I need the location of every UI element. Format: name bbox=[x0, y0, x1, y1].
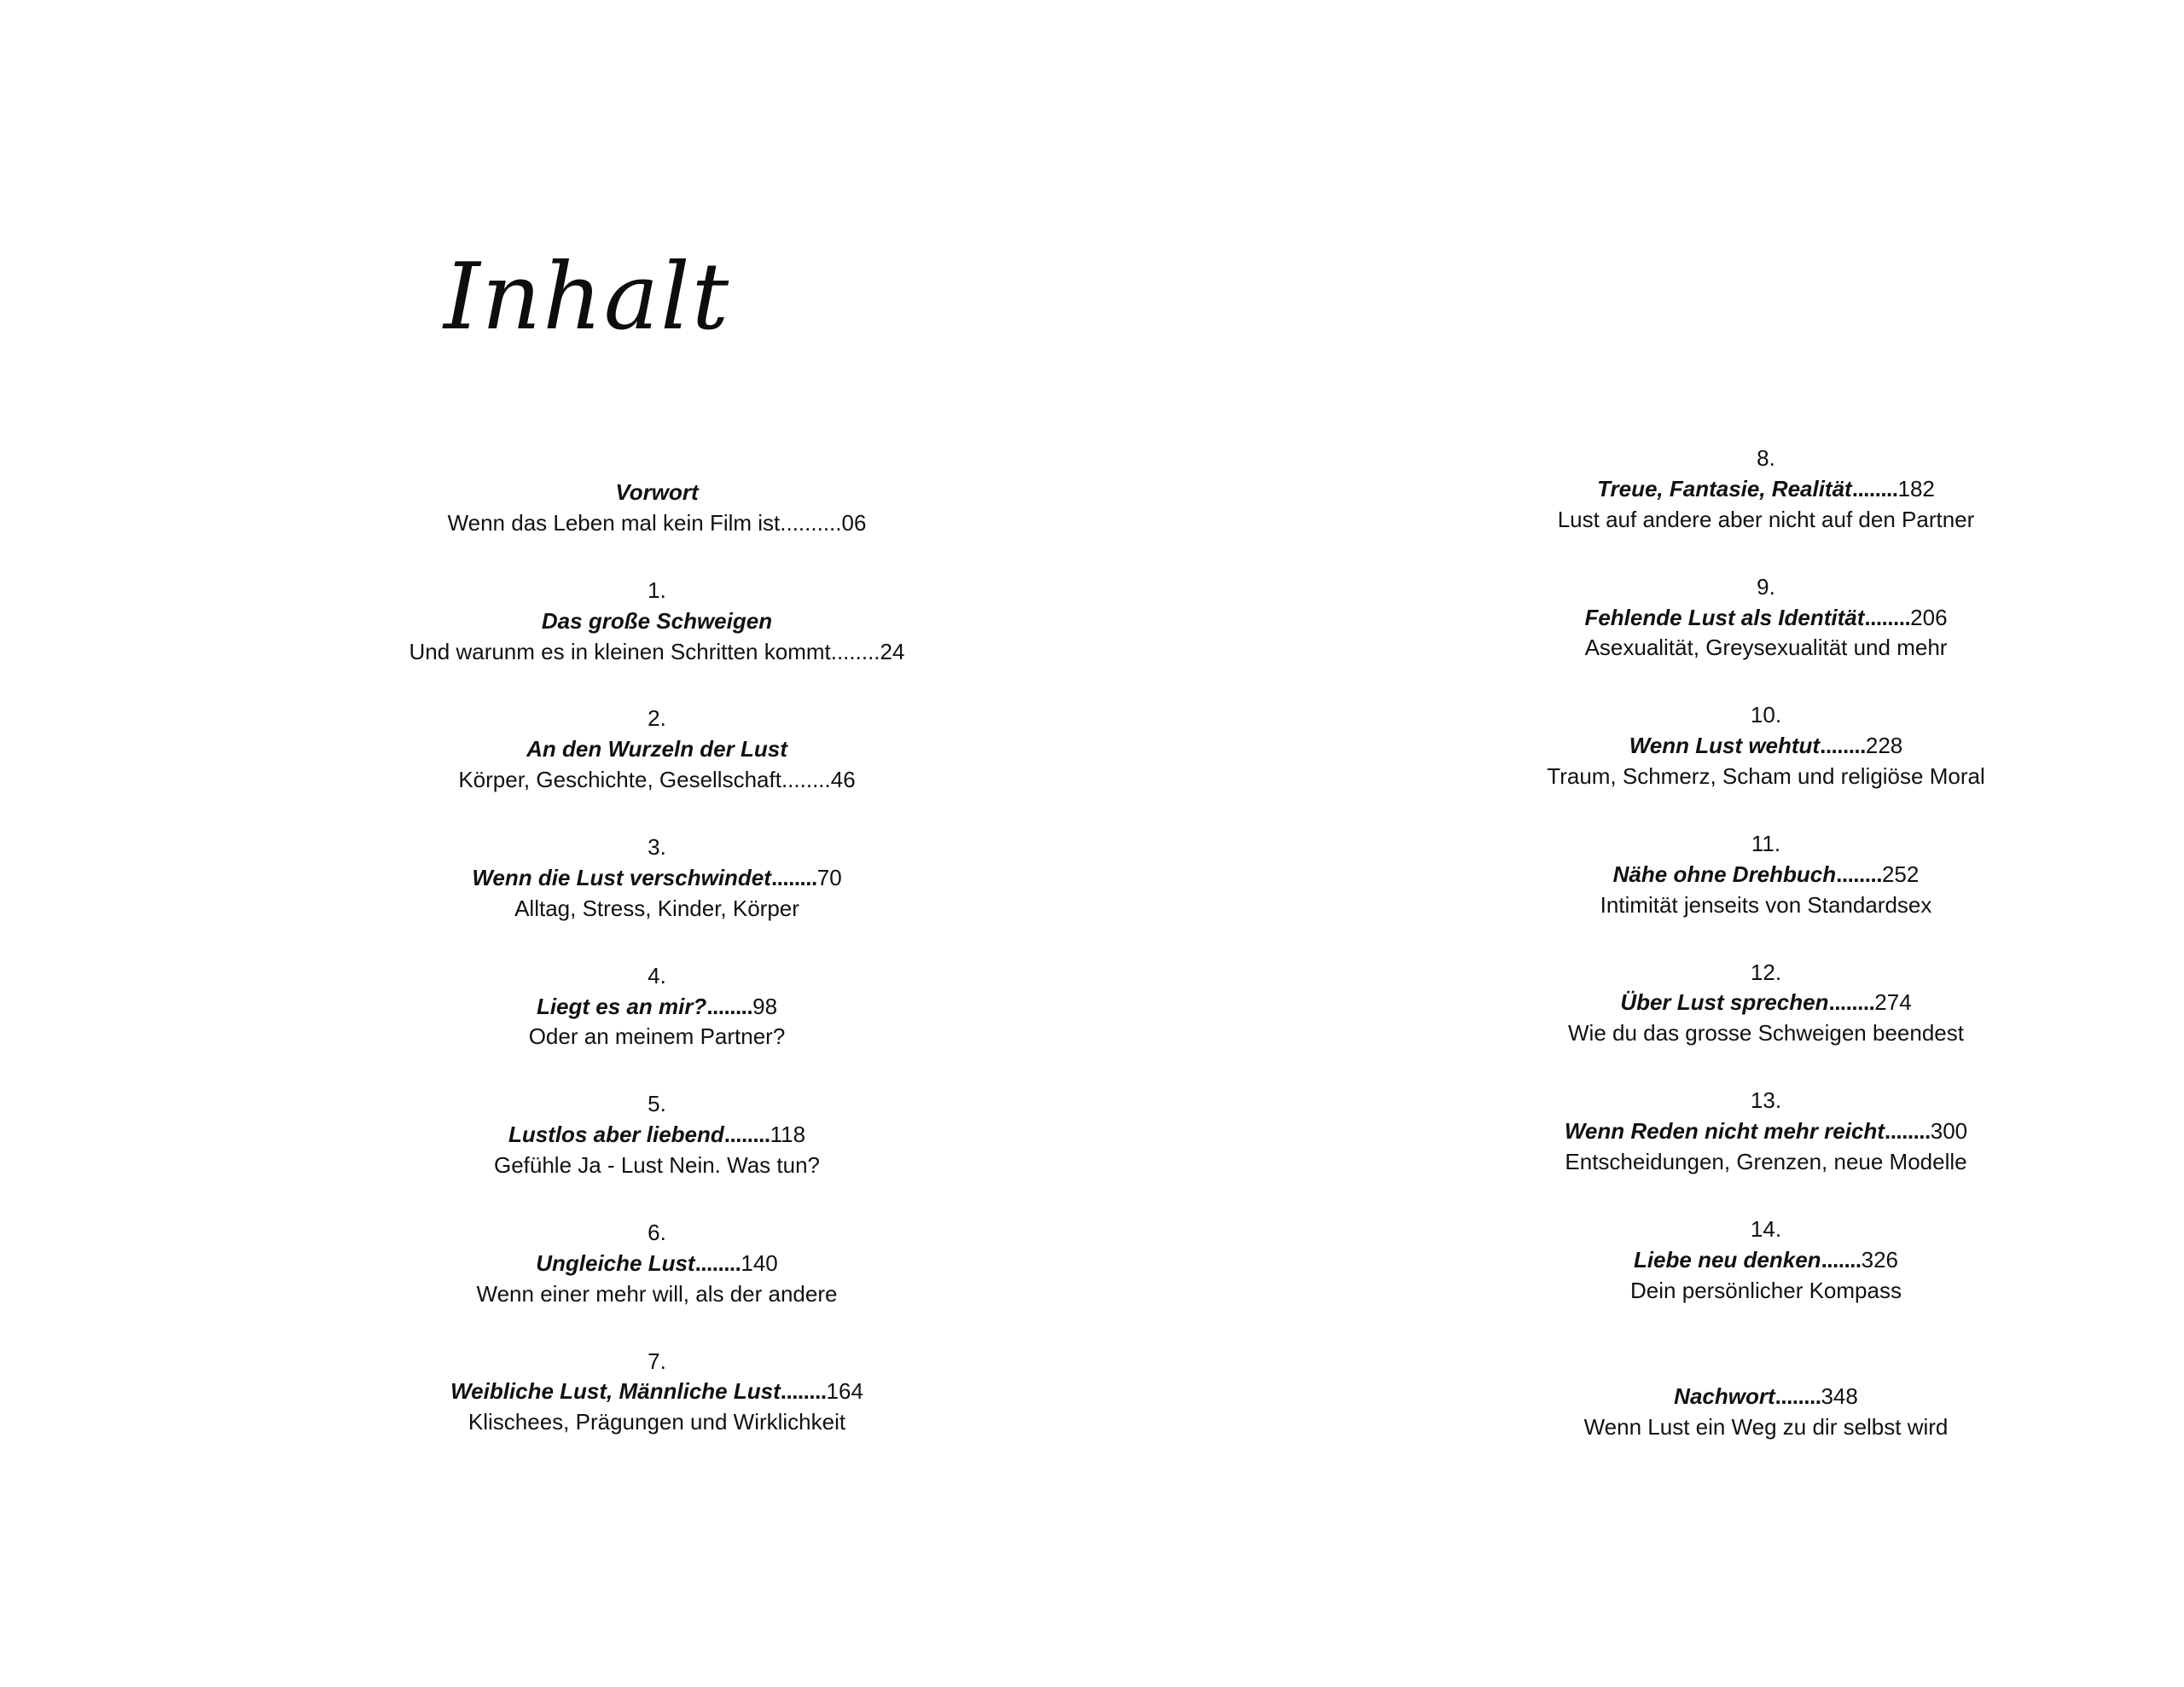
toc-entry[interactable] bbox=[1365, 829, 2167, 921]
toc-entry-titleline bbox=[1365, 1382, 2167, 1412]
toc-entry-number: 6. bbox=[648, 1219, 666, 1245]
toc-columns bbox=[0, 443, 2184, 1480]
toc-entry-title: Das große Schweigen bbox=[541, 607, 773, 634]
toc-entry-number: 3. bbox=[648, 834, 666, 860]
toc-entry-subtitle: Traum, Schmerz, Scham und religiöse Moral bbox=[1547, 763, 1985, 789]
column-spacer bbox=[1365, 1342, 2167, 1382]
toc-entry-dots: ........ bbox=[1774, 1383, 1821, 1410]
toc-entry-page: 164 bbox=[826, 1378, 863, 1405]
toc-entry-title: Weibliche Lust, Männliche Lust bbox=[450, 1378, 781, 1405]
toc-entry-subtitle: Wenn Lust ein Weg zu dir selbst wird bbox=[1583, 1414, 1949, 1441]
toc-column-left bbox=[256, 443, 1058, 1480]
toc-entry-subtitle: Wenn einer mehr will, als der andere bbox=[476, 1280, 838, 1307]
toc-entry-titleline bbox=[256, 606, 1058, 637]
toc-entry-page: 206 bbox=[1910, 604, 1948, 630]
toc-entry-dots: ........ bbox=[1884, 1118, 1931, 1144]
toc-entry[interactable] bbox=[256, 576, 1058, 668]
toc-entry-subtitle: Oder an meinem Partner? bbox=[528, 1023, 786, 1050]
toc-entry-number: 1. bbox=[648, 577, 666, 603]
toc-entry-subtitle: Wenn das Leben mal kein Film ist..........06 bbox=[447, 509, 867, 536]
toc-entry[interactable] bbox=[256, 961, 1058, 1053]
toc-entry-title: Fehlende Lust als Identität bbox=[1584, 604, 1865, 630]
toc-entry-dots: ........ bbox=[694, 1249, 741, 1276]
toc-entry-page: 70 bbox=[816, 864, 842, 890]
toc-entry-subtitle: Intimität jenseits von Standardsex bbox=[1600, 891, 1932, 918]
toc-entry-title: Treue, Fantasie, Realität bbox=[1597, 475, 1852, 501]
toc-entry-number: 13. bbox=[1750, 1087, 1782, 1114]
page-title: Inhalt bbox=[444, 244, 731, 351]
toc-entry-title: Liebe neu denken bbox=[1633, 1246, 1821, 1272]
toc-entry-dots: ........ bbox=[1828, 989, 1875, 1016]
toc-entry-title: Wenn die Lust verschwindet bbox=[472, 864, 771, 890]
toc-entry[interactable] bbox=[1365, 1215, 2167, 1307]
toc-entry-subtitle: Asexualität, Greysexualität und mehr bbox=[1584, 635, 1948, 661]
toc-entry-titleline bbox=[256, 863, 1058, 894]
toc-entry-subtitle: Dein persönlicher Kompass bbox=[1630, 1277, 1902, 1303]
toc-entry-number: 14. bbox=[1750, 1215, 1782, 1242]
toc-entry-title: Nähe ohne Drehbuch bbox=[1612, 861, 1837, 887]
toc-entry-number: 4. bbox=[648, 962, 666, 988]
toc-entry-titleline bbox=[256, 1249, 1058, 1279]
toc-entry-dots: ....... bbox=[1821, 1246, 1862, 1272]
toc-entry-title: Vorwort bbox=[615, 479, 699, 505]
toc-entry[interactable] bbox=[256, 832, 1058, 925]
toc-entry-subtitle: Lust auf andere aber nicht auf den Partner bbox=[1557, 506, 1975, 532]
toc-entry[interactable] bbox=[256, 1347, 1058, 1439]
toc-entry-number: 9. bbox=[1757, 573, 1775, 600]
toc-entry-dots: ........ bbox=[706, 993, 753, 1019]
toc-entry[interactable] bbox=[1365, 572, 2167, 664]
toc-entry[interactable] bbox=[1365, 1382, 2167, 1443]
toc-entry-subtitle: Und warunm es in kleinen Schritten kommt........24 bbox=[409, 638, 905, 664]
toc-entry-subtitle: Alltag, Stress, Kinder, Körper bbox=[514, 895, 799, 921]
toc-entry-number: 2. bbox=[648, 705, 666, 732]
toc-entry-titleline bbox=[256, 734, 1058, 765]
toc-entry-subtitle: Gefühle Ja - Lust Nein. Was tun? bbox=[493, 1152, 820, 1178]
toc-entry-titleline bbox=[256, 478, 1058, 508]
toc-entry-page: 98 bbox=[752, 993, 778, 1019]
toc-entry-titleline bbox=[1365, 474, 2167, 505]
toc-entry-titleline bbox=[1365, 1245, 2167, 1276]
toc-entry[interactable] bbox=[256, 478, 1058, 539]
toc-entry-subtitle: Wie du das grosse Schweigen beendest bbox=[1568, 1020, 1964, 1046]
toc-entry-dots: ........ bbox=[1836, 861, 1882, 887]
toc-column-right bbox=[1365, 443, 2167, 1480]
toc-entry-dots: ........ bbox=[1820, 733, 1866, 759]
toc-entry-title: Wenn Lust wehtut bbox=[1629, 733, 1821, 759]
toc-entry-subtitle: Körper, Geschichte, Gesellschaft........46 bbox=[458, 767, 856, 793]
toc-entry-titleline bbox=[1365, 1116, 2167, 1147]
toc-entry-page: 140 bbox=[741, 1249, 778, 1276]
toc-entry-titleline bbox=[256, 1120, 1058, 1151]
toc-entry-title: Liegt es an mir? bbox=[536, 993, 707, 1019]
toc-entry[interactable] bbox=[1365, 958, 2167, 1050]
toc-entry-subtitle: Entscheidungen, Grenzen, neue Modelle bbox=[1565, 1148, 1967, 1174]
toc-entry-number: 10. bbox=[1750, 702, 1782, 728]
toc-entry[interactable] bbox=[1365, 443, 2167, 536]
toc-entry-titleline bbox=[256, 992, 1058, 1023]
toc-entry-page: 274 bbox=[1874, 989, 1912, 1016]
toc-entry-page: 326 bbox=[1861, 1246, 1899, 1272]
toc-entry-title: Ungleiche Lust bbox=[536, 1249, 695, 1276]
toc-entry-titleline bbox=[1365, 603, 2167, 634]
toc-entry-page: 300 bbox=[1930, 1118, 1968, 1144]
toc-entry-dots: ........ bbox=[723, 1122, 770, 1148]
toc-entry-title: An den Wurzeln der Lust bbox=[526, 736, 787, 762]
toc-entry-dots: ........ bbox=[1851, 475, 1898, 501]
toc-entry[interactable] bbox=[1365, 1086, 2167, 1178]
toc-entry-page: 348 bbox=[1821, 1383, 1858, 1410]
toc-entry[interactable] bbox=[256, 704, 1058, 796]
toc-entry-titleline bbox=[1365, 860, 2167, 890]
toc-entry-number: 11. bbox=[1751, 830, 1781, 856]
toc-entry-title: Lustlos aber liebend bbox=[508, 1122, 724, 1148]
toc-entry-page: 252 bbox=[1881, 861, 1920, 887]
toc-entry-page: 118 bbox=[770, 1122, 806, 1148]
toc-entry-page: 182 bbox=[1897, 475, 1935, 501]
toc-entry-titleline bbox=[1365, 988, 2167, 1018]
toc-entry-number: 5. bbox=[648, 1091, 666, 1117]
toc-entry-titleline bbox=[1365, 731, 2167, 762]
toc-entry-page: 228 bbox=[1865, 733, 1903, 759]
toc-entry-dots: ........ bbox=[1864, 604, 1911, 630]
toc-entry[interactable] bbox=[256, 1089, 1058, 1181]
toc-entry-titleline bbox=[256, 1377, 1058, 1407]
toc-entry-number: 8. bbox=[1757, 445, 1775, 471]
toc-entry[interactable] bbox=[256, 1218, 1058, 1310]
toc-entry-subtitle: Klischees, Prägungen und Wirklichkeit bbox=[468, 1409, 846, 1435]
toc-entry-title: Über Lust sprechen bbox=[1620, 989, 1829, 1016]
toc-entry-title: Wenn Reden nicht mehr reicht bbox=[1564, 1118, 1885, 1144]
toc-entry[interactable] bbox=[1365, 700, 2167, 792]
toc-entry-dots: ........ bbox=[770, 864, 817, 890]
toc-entry-title: Nachwort bbox=[1674, 1383, 1775, 1410]
toc-entry-dots: ........ bbox=[780, 1378, 827, 1405]
toc-entry-number: 12. bbox=[1750, 959, 1782, 985]
toc-entry-number: 7. bbox=[648, 1348, 666, 1374]
